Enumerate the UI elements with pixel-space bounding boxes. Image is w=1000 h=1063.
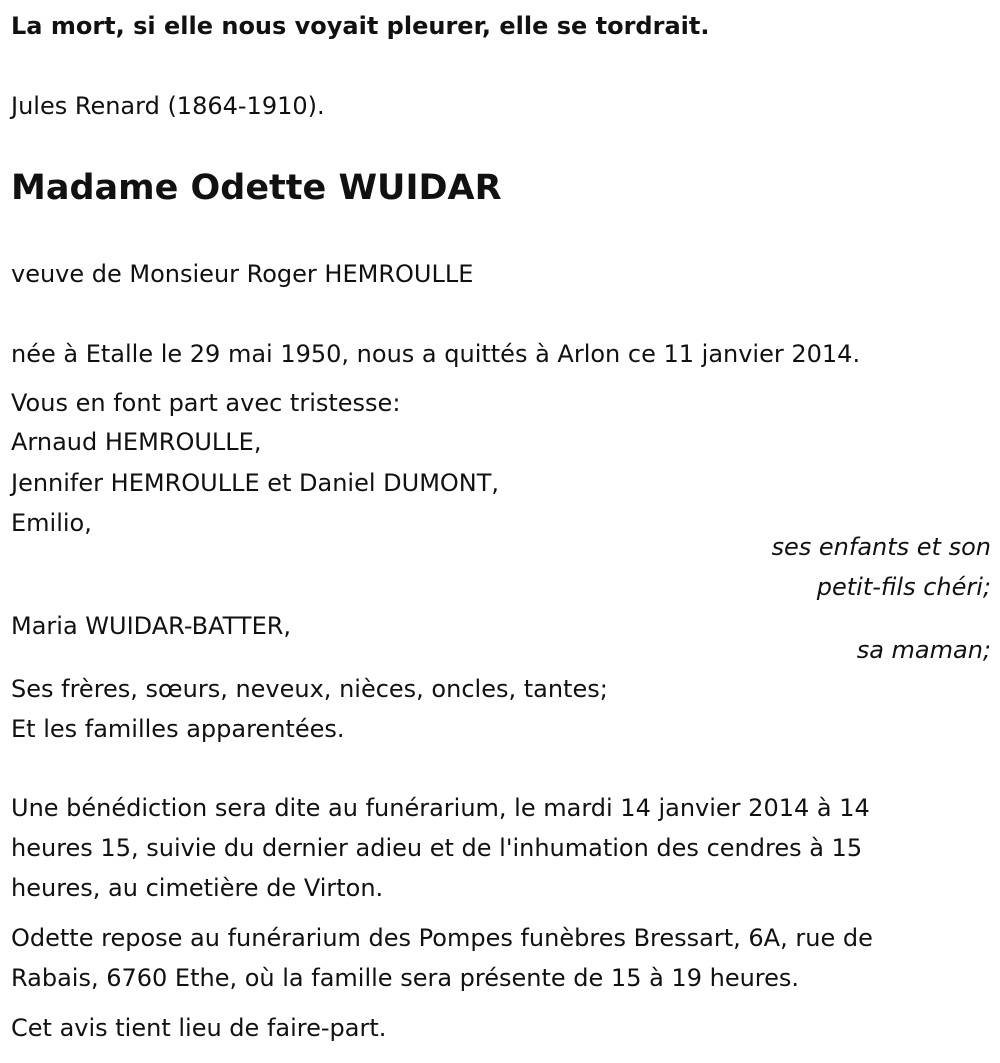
family-member: Arnaud HEMROULLE, (11, 428, 262, 456)
children-relation: petit-fils chéri; (816, 573, 991, 601)
ceremony-line: heures 15, suivie du dernier adieu et de l'inhumation des cendres à 15 (11, 834, 863, 862)
ceremony-line: heures, au cimetière de Virton. (11, 874, 384, 902)
children-relation: ses enfants et son (771, 533, 991, 561)
viewing-line: Odette repose au funérarium des Pompes funèbres Bressart, 6A, rue de (11, 924, 873, 952)
mother-relation: sa maman; (856, 636, 991, 664)
intro-line: Vous en font part avec tristesse: (11, 389, 401, 417)
quote-author: Jules Renard (1864-1910). (11, 92, 325, 120)
relatives-line: Et les familles apparentées. (11, 715, 345, 743)
family-member: Jennifer HEMROULLE et Daniel DUMONT, (11, 469, 500, 497)
closing-line: Cet avis tient lieu de faire-part. (11, 1014, 387, 1042)
quote: La mort, si elle nous voyait pleurer, elle se tordrait. (11, 12, 710, 40)
mother-name: Maria WUIDAR-BATTER, (11, 612, 292, 640)
relatives-line: Ses frères, sœurs, neveux, nièces, oncles, tantes; (11, 675, 608, 703)
viewing-line: Rabais, 6760 Ethe, où la famille sera présente de 15 à 19 heures. (11, 964, 800, 992)
spouse-line: veuve de Monsieur Roger HEMROULLE (11, 260, 474, 288)
birth-death-line: née à Etalle le 29 mai 1950, nous a quittés à Arlon ce 11 janvier 2014. (11, 340, 861, 368)
ceremony-line: Une bénédiction sera dite au funérarium, le mardi 14 janvier 2014 à 14 (11, 794, 870, 822)
family-member: Emilio, (11, 509, 92, 537)
deceased-name: Madame Odette WUIDAR (11, 168, 502, 208)
